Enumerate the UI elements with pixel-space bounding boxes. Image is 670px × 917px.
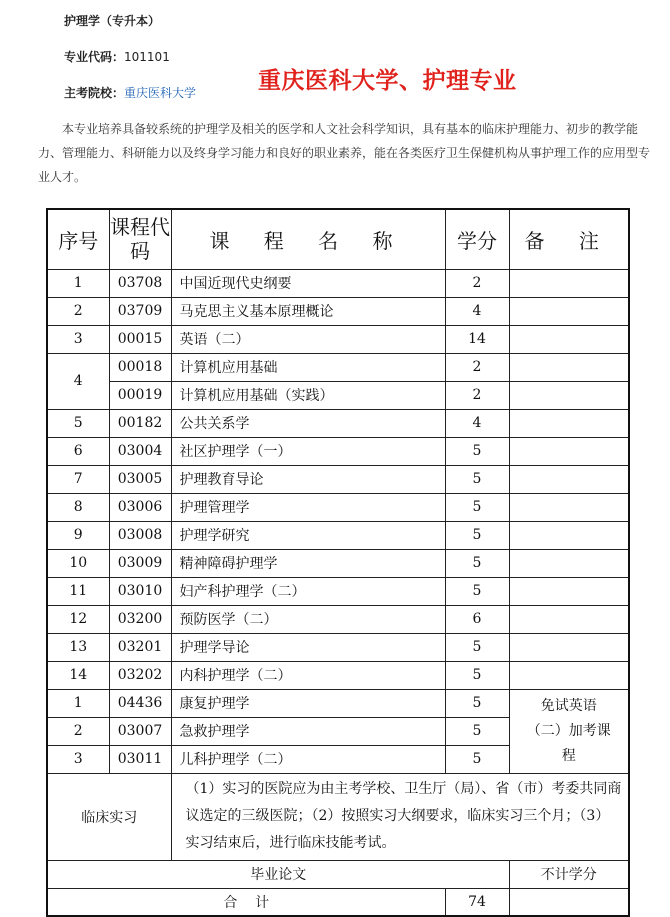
row-course-name: 护理学研究	[171, 521, 445, 549]
row-credit: 5	[445, 437, 509, 465]
row-seq: 3	[47, 325, 109, 353]
major-code-value: 101101	[124, 50, 170, 64]
row-course-name: 护理教育导论	[171, 465, 445, 493]
table-row	[47, 577, 629, 605]
row-code: 00019	[109, 381, 171, 409]
header-name: 课 程 名 称	[171, 209, 445, 269]
row-credit: 6	[445, 605, 509, 633]
header-seq: 序号	[47, 209, 109, 269]
table-row	[47, 353, 629, 381]
row-credit: 4	[445, 297, 509, 325]
table-row	[47, 325, 629, 353]
table-row	[47, 605, 629, 633]
exam-school-label: 主考院校：	[64, 86, 125, 100]
row-seq: 2	[47, 297, 109, 325]
row-course-name: 公共关系学	[171, 409, 445, 437]
row-code: 03004	[109, 437, 171, 465]
row-seq: 9	[47, 521, 109, 549]
alt-row-seq: 3	[47, 745, 109, 773]
row-course-name: 中国近现代史纲要	[171, 269, 445, 297]
table-row	[47, 633, 629, 661]
row-seq: 5	[47, 409, 109, 437]
alt-row-code: 04436	[109, 689, 171, 717]
row-remark	[509, 493, 629, 521]
row-course-name: 社区护理学（一）	[171, 437, 445, 465]
row-seq: 1	[47, 269, 109, 297]
row-credit: 5	[445, 661, 509, 689]
row-code: 03708	[109, 269, 171, 297]
alt-row-code: 03011	[109, 745, 171, 773]
row-remark	[509, 409, 629, 437]
row-seq: 7	[47, 465, 109, 493]
row-seq: 8	[47, 493, 109, 521]
row-code: 03006	[109, 493, 171, 521]
course-table	[46, 208, 630, 917]
table-row	[47, 437, 629, 465]
table-row	[47, 465, 629, 493]
row-seq: 11	[47, 577, 109, 605]
alt-row-credit: 5	[445, 745, 509, 773]
row-code: 03709	[109, 297, 171, 325]
row-remark	[509, 661, 629, 689]
row-course-name: 计算机应用基础（实践）	[171, 381, 445, 409]
row-course-name: 护理学导论	[171, 633, 445, 661]
row-code: 03005	[109, 465, 171, 493]
row-seq: 6	[47, 437, 109, 465]
table-row	[47, 493, 629, 521]
alt-row-seq: 1	[47, 689, 109, 717]
table-row	[47, 297, 629, 325]
total-label: 合 计	[47, 888, 445, 916]
row-remark	[509, 633, 629, 661]
row-code: 03201	[109, 633, 171, 661]
intro-paragraph: 本专业培养具备较系统的护理学及相关的医学和人文社会科学知识，具有基本的临床护理能力、初步的教学能力、管理能力、科研能力以及终身学习能力和良好的职业素养，能在各类医疗卫生保健机构从事护理工作的应用型专业人才。	[38, 122, 651, 184]
table-row	[47, 661, 629, 689]
row-course-name: 妇产科护理学（二）	[171, 577, 445, 605]
alt-row-course-name: 康复护理学	[171, 689, 445, 717]
row-credit: 5	[445, 465, 509, 493]
table-header-row	[47, 209, 629, 269]
row-seq: 4	[47, 353, 109, 409]
table-row	[47, 409, 629, 437]
row-credit: 2	[445, 381, 509, 409]
row-credit: 4	[445, 409, 509, 437]
header-credit: 学分	[445, 209, 509, 269]
row-remark	[509, 465, 629, 493]
row-remark	[509, 605, 629, 633]
row-course-name: 马克思主义基本原理概论	[171, 297, 445, 325]
row-remark	[509, 353, 629, 381]
table-row	[47, 381, 629, 409]
alt-row-credit: 5	[445, 689, 509, 717]
row-remark	[509, 325, 629, 353]
alt-row-course-name: 急救护理学	[171, 717, 445, 745]
row-code: 00015	[109, 325, 171, 353]
row-seq: 10	[47, 549, 109, 577]
highlight-title: 重庆医科大学、护理专业	[258, 68, 517, 94]
row-credit: 5	[445, 577, 509, 605]
row-code: 03010	[109, 577, 171, 605]
row-code: 03008	[109, 521, 171, 549]
major-code	[64, 48, 170, 65]
row-credit: 2	[445, 269, 509, 297]
alt-row-code: 03007	[109, 717, 171, 745]
alt-row-credit: 5	[445, 717, 509, 745]
thesis-credit: 不计学分	[509, 860, 629, 888]
exam-school	[64, 84, 196, 101]
row-credit: 5	[445, 493, 509, 521]
total-remark	[509, 888, 629, 916]
row-credit: 2	[445, 353, 509, 381]
row-code: 00018	[109, 353, 171, 381]
row-credit: 14	[445, 325, 509, 353]
row-code: 03202	[109, 661, 171, 689]
major-title: 护理学（专升本）	[64, 14, 161, 28]
header-remark: 备 注	[509, 209, 629, 269]
row-course-name: 英语（二）	[171, 325, 445, 353]
row-remark	[509, 381, 629, 409]
row-course-name: 预防医学（二）	[171, 605, 445, 633]
thesis-row	[47, 860, 629, 888]
alt-row-seq: 2	[47, 717, 109, 745]
row-remark	[509, 577, 629, 605]
exam-school-link[interactable]: 重庆医科大学	[124, 86, 197, 100]
row-course-name: 内科护理学（二）	[171, 661, 445, 689]
thesis-label: 毕业论文	[47, 860, 509, 888]
row-remark	[509, 297, 629, 325]
major-code-label: 专业代码：	[64, 50, 125, 64]
clinical-text: （1）实习的医院应为由主考学校、卫生厅（局）、省（市）考委共同商议选定的三级医院；（2）按照实习大纲要求，临床实习三个月；（3）实习结束后，进行临床技能考试。	[171, 773, 629, 860]
row-credit: 5	[445, 633, 509, 661]
alt-row-course-name: 儿科护理学（二）	[171, 745, 445, 773]
row-course-name: 护理管理学	[171, 493, 445, 521]
clinical-row	[47, 773, 629, 860]
row-credit: 5	[445, 521, 509, 549]
alt-table-row	[47, 689, 629, 717]
row-code: 00182	[109, 409, 171, 437]
row-credit: 5	[445, 549, 509, 577]
table-row	[47, 269, 629, 297]
row-code: 03009	[109, 549, 171, 577]
table-row	[47, 549, 629, 577]
total-value: 74	[445, 888, 509, 916]
row-remark	[509, 437, 629, 465]
total-row	[47, 888, 629, 916]
row-course-name: 精神障碍护理学	[171, 549, 445, 577]
header-code: 课程代码	[109, 209, 171, 269]
clinical-label: 临床实习	[47, 773, 171, 860]
row-seq: 13	[47, 633, 109, 661]
row-code: 03200	[109, 605, 171, 633]
row-remark	[509, 521, 629, 549]
row-course-name: 计算机应用基础	[171, 353, 445, 381]
table-row	[47, 521, 629, 549]
row-seq: 14	[47, 661, 109, 689]
row-remark	[509, 269, 629, 297]
alt-remark: 免试英语（二）加考课程	[509, 689, 629, 773]
row-remark	[509, 549, 629, 577]
row-seq: 12	[47, 605, 109, 633]
